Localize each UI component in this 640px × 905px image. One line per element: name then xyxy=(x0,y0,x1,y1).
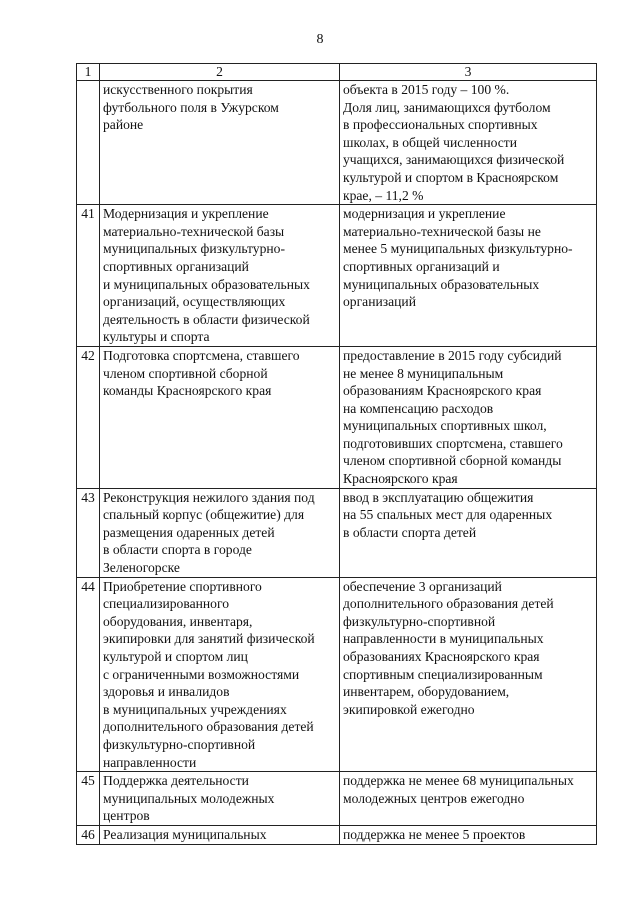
table-row xyxy=(77,825,597,844)
row-number: 42 xyxy=(77,346,100,488)
row-number: 44 xyxy=(77,577,100,772)
row-number: 41 xyxy=(77,205,100,347)
table-row xyxy=(77,81,597,205)
header-col-3: 3 xyxy=(340,64,597,81)
result-cell: модернизация и укрепление материально-технической базы не менее 5 муниципальных физкультурно- спортивных организаций и муниципальных образовательных организаций xyxy=(340,205,597,347)
document-table xyxy=(76,63,597,845)
header-row xyxy=(77,64,597,81)
activity-cell: Реконструкция нежилого здания под спальный корпус (общежитие) для размещения одаренных детей в области спорта в городе Зеленогорске xyxy=(100,488,340,577)
result-cell: поддержка не менее 68 муниципальных молодежных центров ежегодно xyxy=(340,772,597,826)
result-cell: поддержка не менее 5 проектов xyxy=(340,825,597,844)
result-cell: предоставление в 2015 году субсидий не менее 8 муниципальным образованиям Красноярского края на компенсацию расходов муниципальных спортивных школ, подготовивших спортсмена, ставшего членом спортивной сборной команды Красноярского края xyxy=(340,346,597,488)
row-number: 45 xyxy=(77,772,100,826)
activity-cell: искусственного покрытия футбольного поля в Ужурском районе xyxy=(100,81,340,205)
page-number: 8 xyxy=(316,32,324,47)
table-row xyxy=(77,488,597,577)
result-cell: ввод в эксплуатацию общежития на 55 спальных мест для одаренных в области спорта детей xyxy=(340,488,597,577)
activity-cell: Модернизация и укрепление материально-технической базы муниципальных физкультурно- спортивных организаций и муниципальных образовательных организаций, осуществляющих деятельность в области физической культуры и спорта xyxy=(100,205,340,347)
row-number xyxy=(77,81,100,205)
table-row xyxy=(77,577,597,772)
activity-cell: Реализация муниципальных xyxy=(100,825,340,844)
result-cell: объекта в 2015 году – 100 %. Доля лиц, занимающихся футболом в профессиональных спортивных школах, в общей численности учащихся, занимающихся физической культурой и спортом в Красноярском крае, – 11,2 % xyxy=(340,81,597,205)
activity-cell: Поддержка деятельности муниципальных молодежных центров xyxy=(100,772,340,826)
header-col-1: 1 xyxy=(77,64,100,81)
result-cell: обеспечение 3 организаций дополнительного образования детей физкультурно-спортивной направленности в муниципальных образованиях Красноярского края спортивным специализированным инвентарем, оборудованием, экипировкой ежегодно xyxy=(340,577,597,772)
table-row xyxy=(77,772,597,826)
activity-cell: Подготовка спортсмена, ставшего членом спортивной сборной команды Красноярского края xyxy=(100,346,340,488)
activity-cell: Приобретение спортивного специализированного оборудования, инвентаря, экипировки для занятий физической культурой и спортом лиц с ограниченными возможностями здоровья и инвалидов в муниципальных учреждениях дополнительного образования детей физкультурно-спортивной направленности xyxy=(100,577,340,772)
row-number: 43 xyxy=(77,488,100,577)
row-number: 46 xyxy=(77,825,100,844)
header-col-2: 2 xyxy=(100,64,340,81)
table-row xyxy=(77,205,597,347)
table-row xyxy=(77,346,597,488)
